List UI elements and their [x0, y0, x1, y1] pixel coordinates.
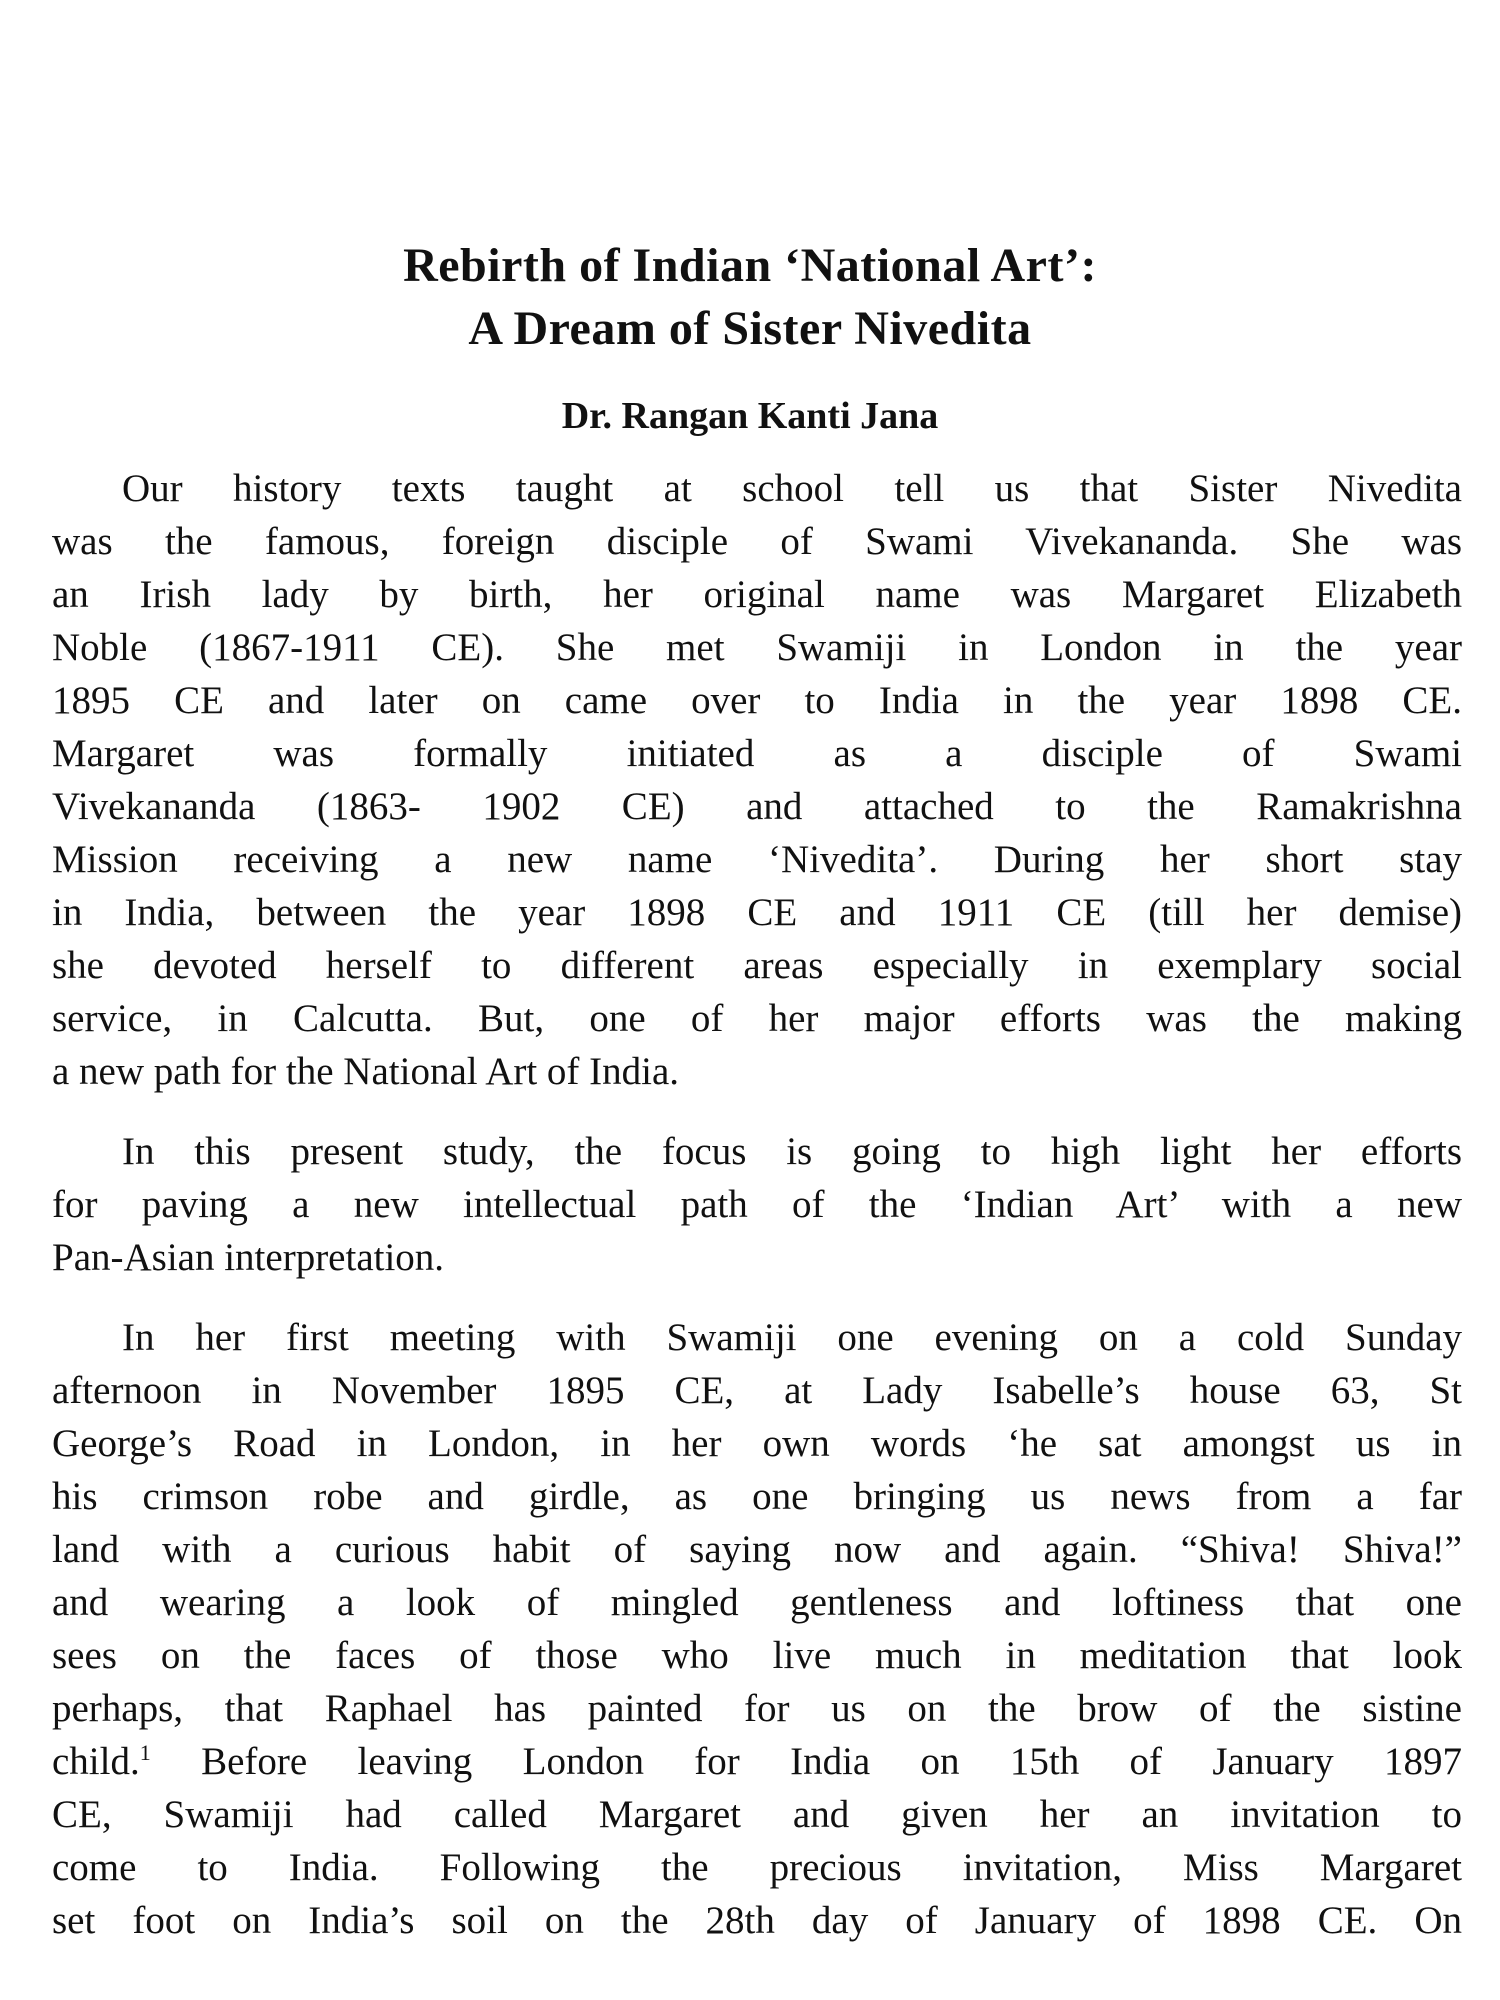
paragraph-3 [52, 1311, 1462, 1947]
paragraph-line: Noble (1867-1911 CE). She met Swamiji in London in the year [52, 626, 1462, 669]
paragraph-line: an Irish lady by birth, her original name was Margaret Elizabeth [52, 573, 1462, 616]
paragraph-line: In her first meeting with Swamiji one evening on a cold Sunday [122, 1316, 1462, 1359]
paragraph-line: was the famous, foreign disciple of Swami Vivekananda. She was [52, 520, 1462, 563]
paragraph-1 [52, 462, 1462, 1098]
footnote-marker[interactable]: 1 [139, 1740, 151, 1765]
paragraph-line: George’s Road in London, in her own words ‘he sat amongst us in [52, 1422, 1462, 1465]
paragraph-line: afternoon in November 1895 CE, at Lady Isabelle’s house 63, St [52, 1369, 1462, 1412]
article-title-line-1: Rebirth of Indian ‘National Art’: [403, 239, 1097, 292]
article-author: Dr. Rangan Kanti Jana [561, 395, 939, 437]
paragraph-line: in India, between the year 1898 CE and 1911 CE (till her demise) [52, 891, 1462, 934]
paragraph-line: she devoted herself to different areas especially in exemplary social [52, 944, 1462, 987]
paragraph-line: Mission receiving a new name ‘Nivedita’. During her short stay [52, 838, 1462, 881]
article-title-line-2: A Dream of Sister Nivedita [468, 302, 1032, 355]
paragraph-line-start: child. [52, 1740, 140, 1783]
paragraph-2 [52, 1125, 1462, 1284]
paragraph-line: for paving a new intellectual path of the ‘Indian Art’ with a new [52, 1183, 1462, 1226]
paragraph-line: Vivekananda (1863- 1902 CE) and attached to the Ramakrishna [52, 785, 1462, 828]
paragraph-line: land with a curious habit of saying now and again. “Shiva! Shiva!” [52, 1528, 1462, 1571]
paragraph-line-with-footnote [52, 1735, 1462, 1788]
paragraph-line: perhaps, that Raphael has painted for us on the brow of the sistine [52, 1687, 1462, 1730]
paragraph-line: service, in Calcutta. But, one of her major efforts was the making [52, 997, 1462, 1040]
paragraph-line: a new path for the National Art of India. [52, 1050, 680, 1093]
paragraph-line: Pan-Asian interpretation. [52, 1236, 445, 1279]
paragraph-line: come to India. Following the precious invitation, Miss Margaret [52, 1846, 1462, 1889]
paragraph-line: Our history texts taught at school tell us that Sister Nivedita [122, 467, 1462, 510]
paragraph-line: CE, Swamiji had called Margaret and given her an invitation to [52, 1793, 1462, 1836]
paragraph-line: sees on the faces of those who live much in meditation that look [52, 1634, 1462, 1677]
paragraph-line: and wearing a look of mingled gentleness and loftiness that one [52, 1581, 1462, 1624]
paragraph-line: Margaret was formally initiated as a disciple of Swami [52, 732, 1462, 775]
paragraph-line-end: Before leaving London for India on 15th of January 1897 [150, 1740, 1462, 1783]
paragraph-line: 1895 CE and later on came over to India in the year 1898 CE. [52, 679, 1462, 722]
paragraph-line: his crimson robe and girdle, as one bringing us news from a far [52, 1475, 1462, 1518]
paragraph-line: set foot on India’s soil on the 28th day of January of 1898 CE. On [52, 1899, 1462, 1942]
paragraph-line: In this present study, the focus is going to high light her efforts [122, 1130, 1462, 1173]
